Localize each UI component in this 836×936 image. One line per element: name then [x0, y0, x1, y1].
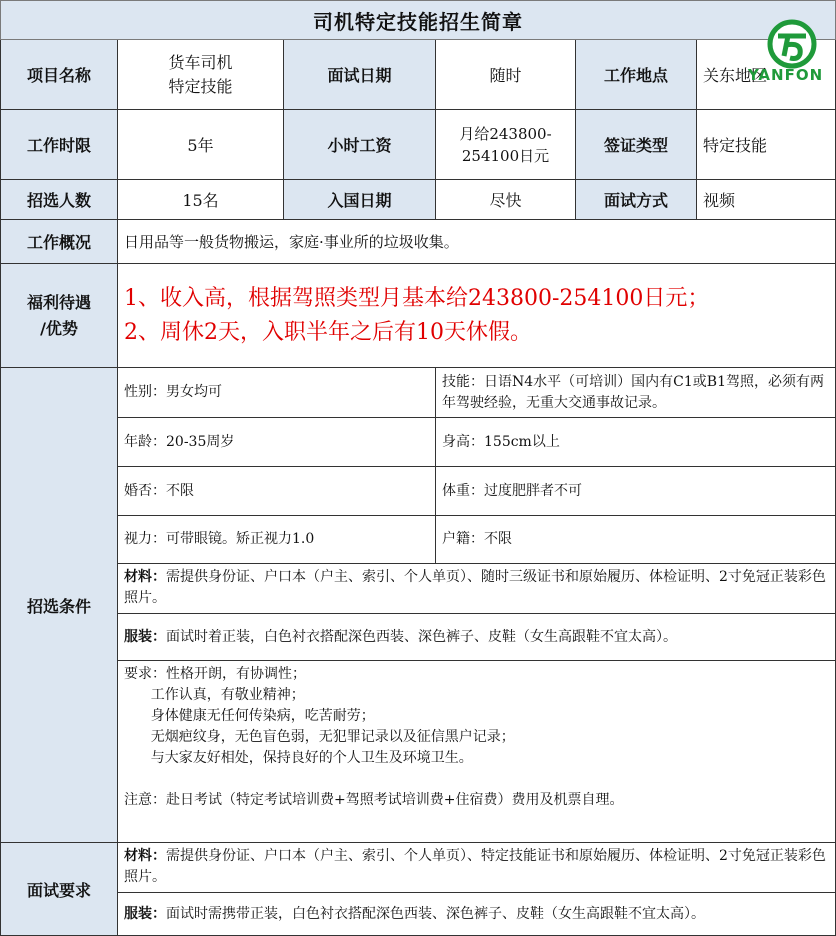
attire-label: 服装： [124, 628, 166, 645]
recruit-count-label: 招选人数 [0, 180, 118, 220]
materials-condition [118, 564, 836, 614]
hourly-wage-label: 小时工资 [284, 110, 436, 180]
hukou-condition: 户籍：不限 [436, 516, 836, 564]
project-name-label: 项目名称 [0, 40, 118, 110]
attire-condition [118, 614, 836, 661]
work-location-label: 工作地点 [576, 40, 697, 110]
requirements-block [118, 661, 836, 843]
interview-attire-text: 面试时需携带正装，白色衬衣搭配深色西装、深色裤子、皮鞋（女生高跟鞋不宜太高）。 [166, 905, 705, 922]
height-condition: 身高：155cm以上 [436, 418, 836, 467]
benefits-value [118, 264, 836, 368]
note-text: 注意：赴日考试（特定考试培训费+驾照考试培训费+住宿费）费用及机票自理。 [124, 792, 624, 808]
interview-date-value: 随时 [436, 40, 576, 110]
weight-condition: 体重：过度肥胖者不可 [436, 467, 836, 516]
interview-materials [118, 843, 836, 893]
interview-method-value: 视频 [697, 180, 836, 220]
requirements-text: 要求：性格开朗，有协调性； 工作认真，有敬业精神； 身体健康无任何传染病，吃苦耐劳； 无烟疤纹身，无色盲色弱，无犯罪记录以及征信黑户记录； 与大家友好相处，保持良好的个人卫生及环境卫生。 [124, 666, 515, 766]
interview-method-label: 面试方式 [576, 180, 697, 220]
interview-date-label: 面试日期 [284, 40, 436, 110]
work-term-value: 5年 [118, 110, 284, 180]
project-name-value: 货车司机 特定技能 [118, 40, 284, 110]
recruit-count-value: 15名 [118, 180, 284, 220]
interview-attire-label: 服装： [124, 905, 166, 922]
benefits-label: 福利待遇 /优势 [0, 264, 118, 368]
materials-text: 需提供身份证、户口本（户主、索引、个人单页）、随时三级证书和原始履历、体检证明、2寸免冠正装彩色照片。 [124, 569, 826, 606]
skill-condition: 技能：日语N4水平（可培训）国内有C1或B1驾照，必须有两年驾驶经验，无重大交通事故记录。 [436, 368, 836, 418]
age-condition: 年龄：20-35周岁 [118, 418, 436, 467]
benefit-line-2: 2、周休2天，入职半年之后有10天休假。 [124, 319, 532, 345]
overview-label: 工作概况 [0, 220, 118, 264]
entry-date-label: 入国日期 [284, 180, 436, 220]
hourly-wage-value: 月给243800- 254100日元 [436, 110, 576, 180]
visa-type-label: 签证类型 [576, 110, 697, 180]
interview-materials-text: 需提供身份证、户口本（户主、索引、个人单页）、特定技能证书和原始履历、体检证明、2寸免冠正装彩色照片。 [124, 848, 826, 885]
work-location-value: 关东地区 [697, 40, 836, 110]
vision-condition: 视力：可带眼镜。矫正视力1.0 [118, 516, 436, 564]
attire-text: 面试时着正装，白色衬衣搭配深色西装、深色裤子、皮鞋（女生高跟鞋不宜太高）。 [166, 628, 677, 645]
conditions-label: 招选条件 [0, 368, 118, 843]
interview-attire [118, 893, 836, 936]
entry-date-value: 尽快 [436, 180, 576, 220]
marriage-condition: 婚否：不限 [118, 467, 436, 516]
overview-value: 日用品等一般货物搬运，家庭·事业所的垃圾收集。 [118, 220, 836, 264]
interview-req-label: 面试要求 [0, 843, 118, 936]
visa-type-value: 特定技能 [697, 110, 836, 180]
interview-materials-label: 材料： [124, 848, 166, 864]
gender-condition: 性别：男女均可 [118, 368, 436, 418]
materials-label: 材料： [124, 569, 166, 585]
page-title: 司机特定技能招生简章 [0, 0, 836, 40]
logo-text: YANFON [748, 66, 824, 84]
work-term-label: 工作时限 [0, 110, 118, 180]
benefit-line-1: 1、收入高，根据驾照类型月基本给243800-254100日元； [124, 285, 710, 311]
